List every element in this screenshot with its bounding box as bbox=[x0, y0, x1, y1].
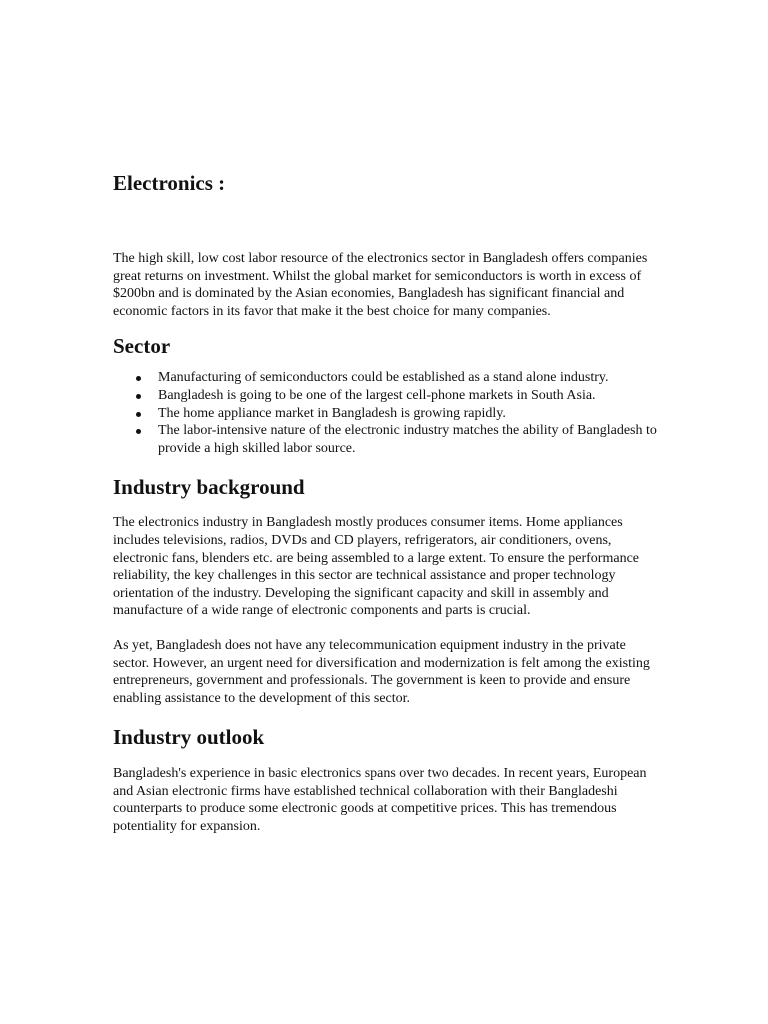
spacer bbox=[113, 501, 661, 514]
industry-outlook-heading: Industry outlook bbox=[113, 725, 265, 750]
list-item-text: Bangladesh is going to be one of the largest cell-phone markets in South Asia. bbox=[158, 387, 596, 403]
bullet-icon bbox=[136, 412, 141, 417]
sector-heading: Sector bbox=[113, 334, 171, 359]
list-item-text: The labor-intensive nature of the electronic industry matches the ability of Bangladesh to provide a high skilled labor source. bbox=[158, 423, 657, 456]
list-item bbox=[113, 422, 661, 457]
spacer bbox=[113, 320, 661, 332]
page-title: Electronics : bbox=[113, 171, 226, 195]
spacer bbox=[113, 457, 661, 473]
list-item bbox=[113, 387, 661, 405]
list-item-text: Manufacturing of semiconductors could be established as a stand alone industry. bbox=[158, 370, 609, 386]
background-paragraph-2: As yet, Bangladesh does not have any telecommunication equipment industry in the private sector. However, an urgent need for diversification and modernization is felt among the existing entrepreneurs, government and professionals. The government is keen to provide and ensure enabling assistance to the development of this sector. bbox=[113, 637, 650, 706]
industry-background-heading: Industry background bbox=[113, 475, 305, 500]
document-page bbox=[113, 168, 661, 836]
spacer bbox=[113, 198, 661, 250]
sector-bullet-list bbox=[113, 369, 661, 457]
spacer bbox=[113, 360, 661, 369]
spacer bbox=[113, 707, 661, 723]
list-item bbox=[113, 405, 661, 423]
background-paragraph-1: The electronics industry in Bangladesh mostly produces consumer items. Home appliances includes televisions, radios, DVDs and CD players, refrigerators, air conditioners, ovens, electronic fans, blenders etc. are being assembled to a large extent. To ensure the performance reliability, the key challenges in this sector are technical assistance and proper technology orientation of the industry. Developing the significant capacity and skill in assembly and manufacture of a wide range of electronic components and parts is crucial. bbox=[113, 515, 639, 619]
outlook-paragraph-1: Bangladesh's experience in basic electronics spans over two decades. In recent years, European and Asian electronic firms have established technical collaboration with their Bangladeshi counterparts to produce some electronic goods at competitive prices. This has tremendous potentiality for expansion. bbox=[113, 766, 647, 835]
list-item-text: The home appliance market in Bangladesh is growing rapidly. bbox=[158, 405, 506, 421]
bullet-icon bbox=[136, 394, 141, 399]
bullet-icon bbox=[136, 376, 141, 381]
spacer bbox=[113, 620, 661, 637]
intro-paragraph: The high skill, low cost labor resource of the electronics sector in Bangladesh offers companies great returns on investment. Whilst the global market for semiconductors is worth in excess of $200bn and is dominated by the Asian economies, Bangladesh has significant financial and economic factors in its favor that make it the best choice for many companies. bbox=[113, 251, 648, 319]
bullet-icon bbox=[136, 429, 141, 434]
list-item bbox=[113, 369, 661, 387]
spacer bbox=[113, 751, 661, 765]
